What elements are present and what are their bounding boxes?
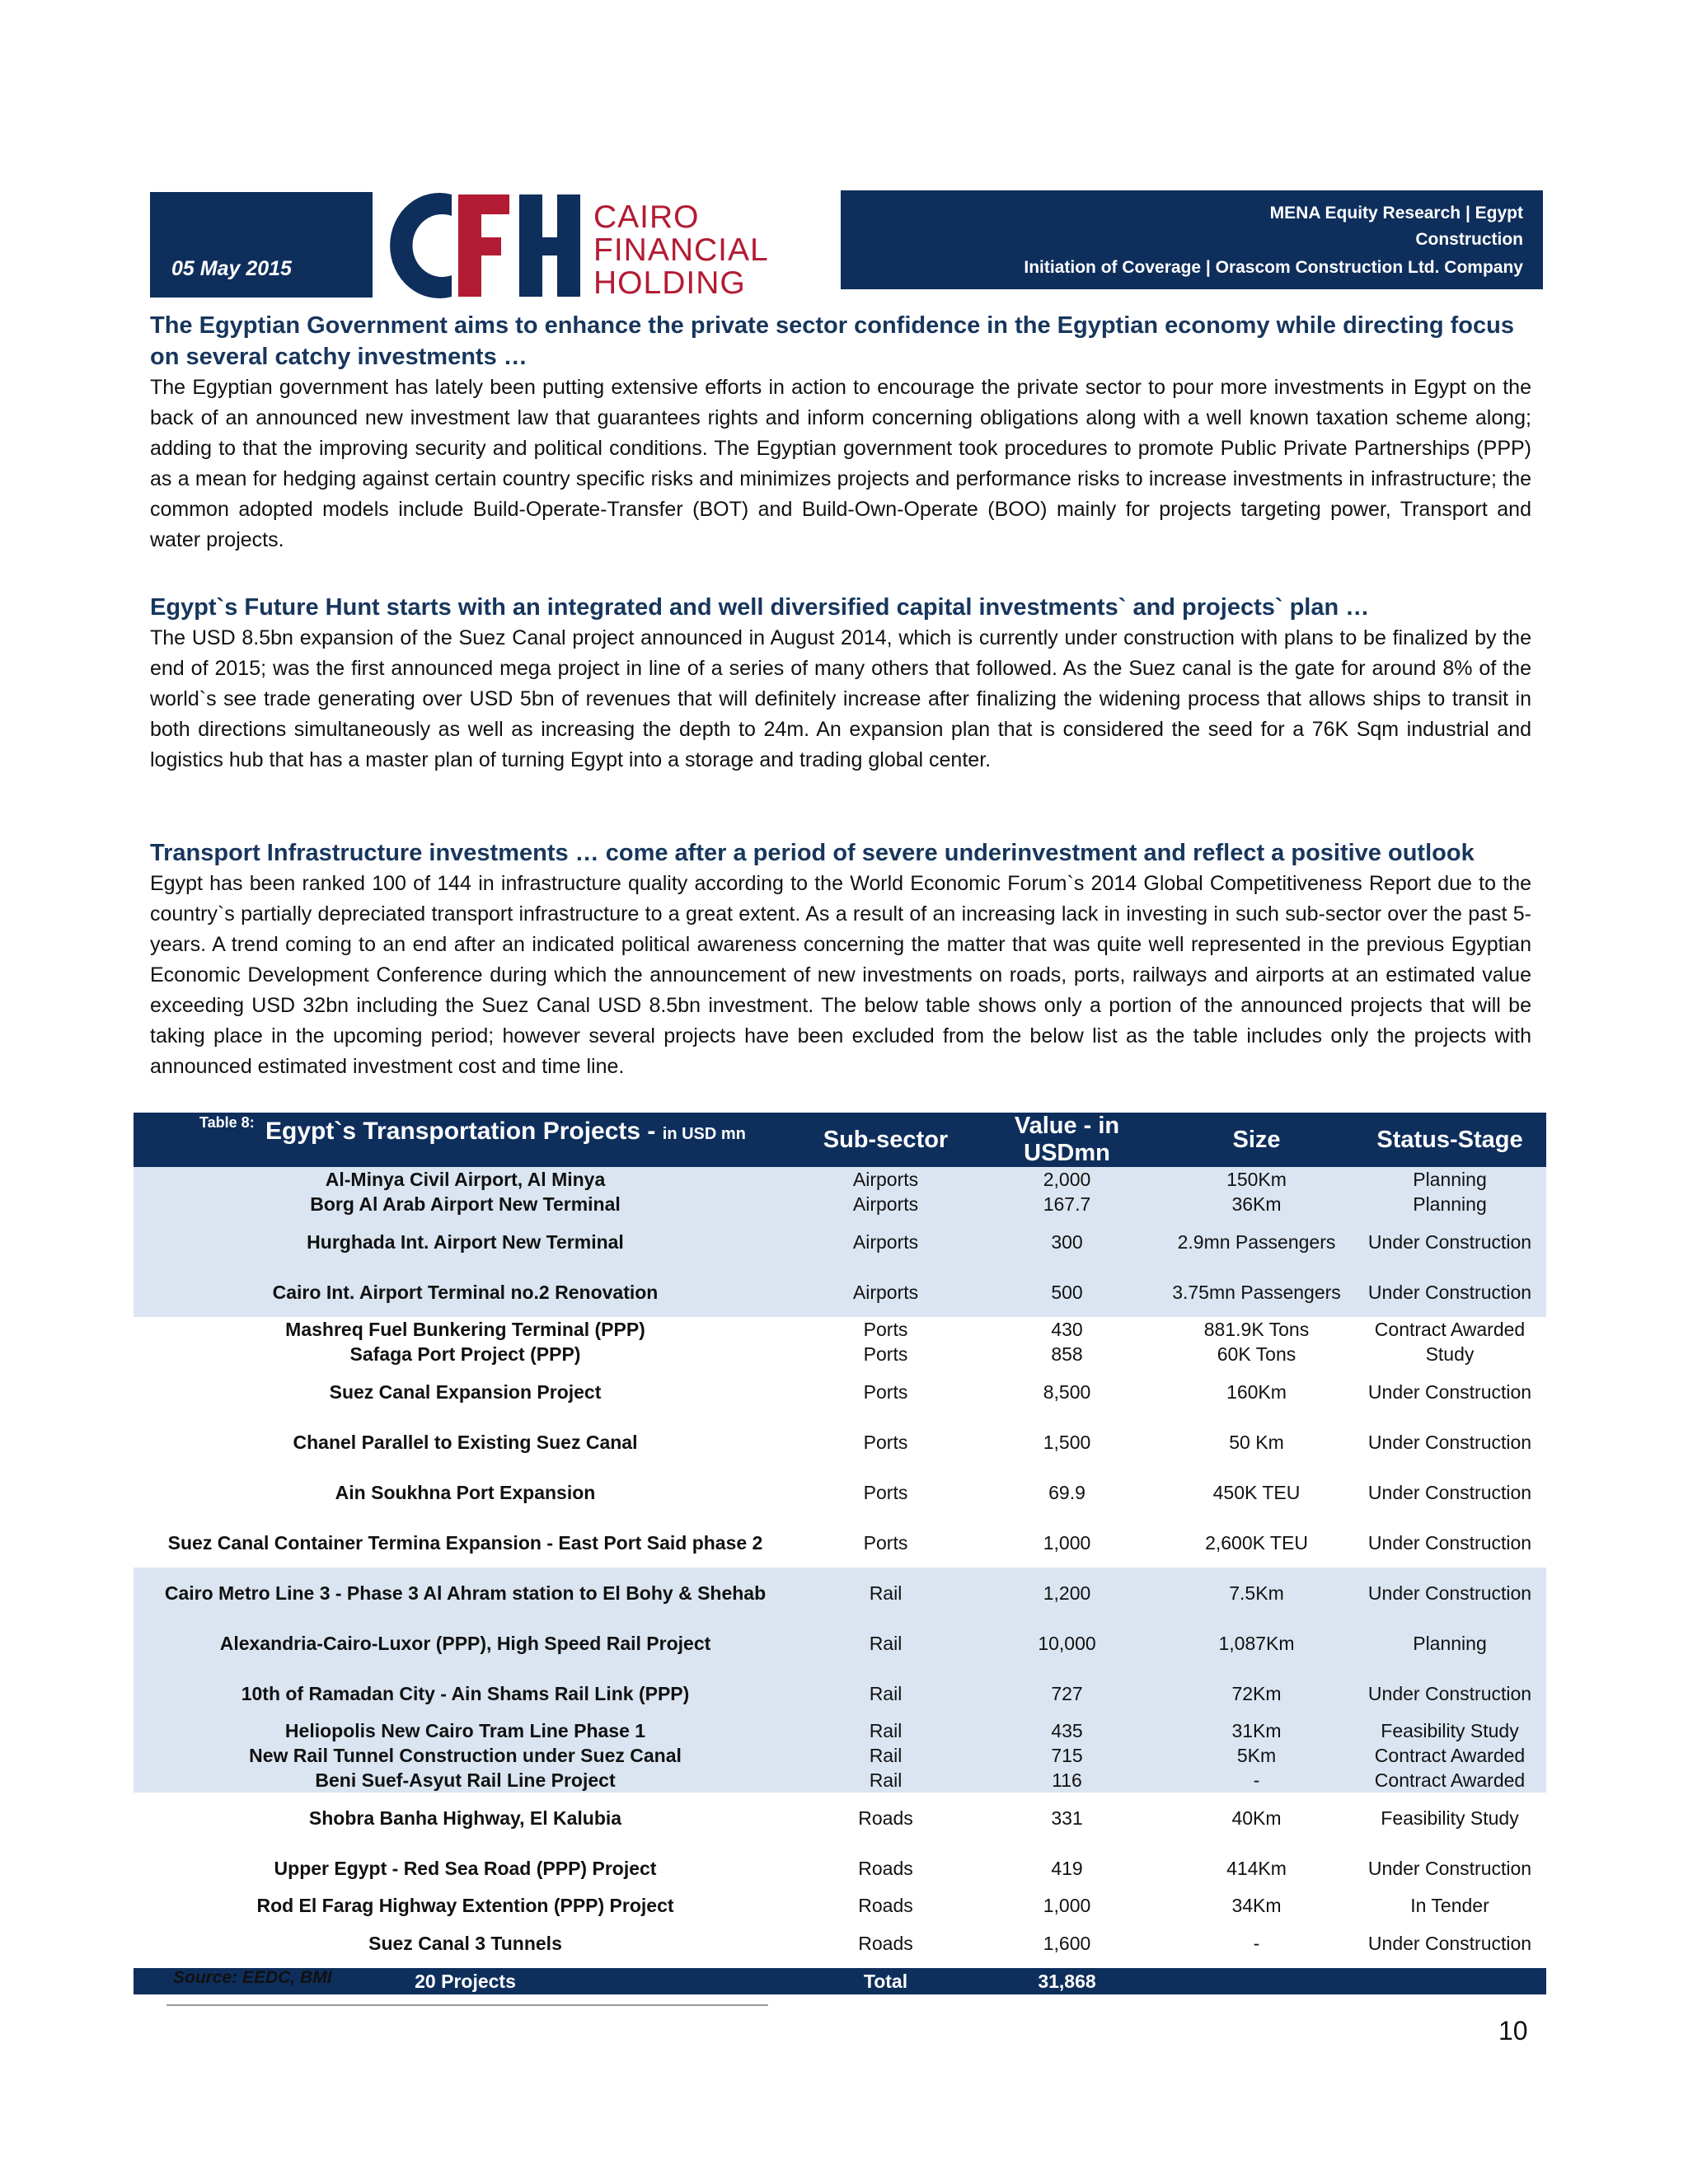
- cell-status: Planning: [1353, 1192, 1546, 1216]
- cell-sector: Roads: [797, 1793, 974, 1843]
- cell-status: In Tender: [1353, 1893, 1546, 1918]
- cell-status: Under Construction: [1353, 1918, 1546, 1968]
- cell-status: Contract Awarded: [1353, 1768, 1546, 1793]
- cell-status: Planning: [1353, 1167, 1546, 1192]
- cell-name: 10th of Ramadan City - Ain Shams Rail Link (PPP): [134, 1668, 797, 1718]
- cell-size: 5Km: [1160, 1743, 1353, 1768]
- cell-sector: Rail: [797, 1718, 974, 1743]
- cell-name: Mashreq Fuel Bunkering Terminal (PPP): [134, 1317, 797, 1342]
- cell-name: Beni Suef-Asyut Rail Line Project: [134, 1768, 797, 1793]
- cell-size: 414Km: [1160, 1843, 1353, 1893]
- cell-value: 1,200: [974, 1568, 1160, 1618]
- header-line-2: Construction: [1415, 230, 1523, 249]
- cell-size: 60K Tons: [1160, 1342, 1353, 1366]
- cell-sector: Airports: [797, 1216, 974, 1267]
- cell-size: 1,087Km: [1160, 1618, 1353, 1668]
- cell-sector: Rail: [797, 1768, 974, 1793]
- source-divider: [166, 2004, 768, 2006]
- page-number: 10: [1498, 2016, 1528, 2046]
- cell-status: Under Construction: [1353, 1843, 1546, 1893]
- cell-sector: Roads: [797, 1843, 974, 1893]
- table-row: [134, 1668, 1546, 1718]
- table-row: [134, 1793, 1546, 1843]
- cell-value: 419: [974, 1843, 1160, 1893]
- report-header: [841, 190, 1543, 289]
- cell-sector: Rail: [797, 1743, 974, 1768]
- cell-name: Suez Canal Expansion Project: [134, 1366, 797, 1417]
- header-line-1: MENA Equity Research | Egypt: [1269, 204, 1523, 223]
- cell-size: 2,600K TEU: [1160, 1517, 1353, 1568]
- cell-name: Al-Minya Civil Airport, Al Minya: [134, 1167, 797, 1192]
- cell-sector: Rail: [797, 1618, 974, 1668]
- section-body: The USD 8.5bn expansion of the Suez Canal project announced in August 2014, which is currently under construction with plans to be finalized by the end of 2015; was the first announced mega project in line of a series of many others that followed. As the Suez canal is the gate for around 8% of the world`s see trade generating over USD 5bn of revenues that will definitely increase after finalizing the widening process that allows ships to transit in both directions simultaneously as well as increasing the depth to 24m. An expansion plan that is considered the seed for a 76K Sqm industrial and logistics hub that has a master plan of turning Egypt into a storage and trading global center.: [150, 626, 1531, 771]
- cfh-logo-mark: [387, 190, 585, 301]
- cell-size: 150Km: [1160, 1167, 1353, 1192]
- cell-value: 8,500: [974, 1366, 1160, 1417]
- header-line-3: Initiation of Coverage | Orascom Construction Ltd. Company: [1024, 258, 1523, 277]
- total-projects: 20 Projects: [134, 1968, 797, 1994]
- cell-value: 167.7: [974, 1192, 1160, 1216]
- section-heading: Egypt`s Future Hunt starts with an integrated and well diversified capital investments` and projects` plan …: [150, 594, 1370, 621]
- cell-name: Safaga Port Project (PPP): [134, 1342, 797, 1366]
- source-note: Source: EEDC, BMI: [173, 1968, 332, 1987]
- cell-size: 3.75mn Passengers: [1160, 1267, 1353, 1317]
- cell-name: Chanel Parallel to Existing Suez Canal: [134, 1417, 797, 1467]
- cell-status: Under Construction: [1353, 1417, 1546, 1467]
- cell-value: 435: [974, 1718, 1160, 1743]
- cell-value: 2,000: [974, 1167, 1160, 1192]
- cell-name: Borg Al Arab Airport New Terminal: [134, 1192, 797, 1216]
- cell-status: Under Construction: [1353, 1668, 1546, 1718]
- cell-name: Alexandria-Cairo-Luxor (PPP), High Speed Rail Project: [134, 1618, 797, 1668]
- table-row: [134, 1342, 1546, 1366]
- cell-value: 715: [974, 1743, 1160, 1768]
- cell-size: 36Km: [1160, 1192, 1353, 1216]
- table-row: [134, 1517, 1546, 1568]
- transport-projects-table: [134, 1113, 1546, 1994]
- cell-sector: Rail: [797, 1668, 974, 1718]
- cell-name: Rod El Farag Highway Extention (PPP) Project: [134, 1893, 797, 1918]
- cell-value: 727: [974, 1668, 1160, 1718]
- table-unit: in USD mn: [662, 1125, 746, 1143]
- cell-size: 2.9mn Passengers: [1160, 1216, 1353, 1267]
- cell-sector: Roads: [797, 1918, 974, 1968]
- cell-sector: Airports: [797, 1167, 974, 1192]
- cell-sector: Ports: [797, 1366, 974, 1417]
- cell-value: 116: [974, 1768, 1160, 1793]
- table-row: [134, 1417, 1546, 1467]
- report-date: 05 May 2015: [171, 257, 292, 280]
- table-title-cell: [134, 1113, 797, 1167]
- cell-name: Cairo Int. Airport Terminal no.2 Renovation: [134, 1267, 797, 1317]
- cell-name: Ain Soukhna Port Expansion: [134, 1467, 797, 1517]
- cell-value: 430: [974, 1317, 1160, 1342]
- section-heading: Transport Infrastructure investments … come after a period of severe underinvestment and reflect a positive outlook: [150, 840, 1475, 866]
- column-header: Value - in USDmn: [974, 1113, 1160, 1167]
- cell-value: 500: [974, 1267, 1160, 1317]
- cell-size: 7.5Km: [1160, 1568, 1353, 1618]
- column-header: Sub-sector: [797, 1113, 974, 1167]
- cell-value: 300: [974, 1216, 1160, 1267]
- cell-name: New Rail Tunnel Construction under Suez Canal: [134, 1743, 797, 1768]
- cell-value: 331: [974, 1793, 1160, 1843]
- cell-size: 160Km: [1160, 1366, 1353, 1417]
- cell-size: 72Km: [1160, 1668, 1353, 1718]
- table-row: [134, 1568, 1546, 1618]
- section-1: [150, 310, 1531, 555]
- cell-status: Contract Awarded: [1353, 1317, 1546, 1342]
- column-header: Status-Stage: [1353, 1113, 1546, 1167]
- table-row: [134, 1618, 1546, 1668]
- table-row: [134, 1893, 1546, 1918]
- cell-sector: Airports: [797, 1267, 974, 1317]
- cell-sector: Rail: [797, 1568, 974, 1618]
- cell-status: Feasibility Study: [1353, 1793, 1546, 1843]
- total-value: 31,868: [974, 1968, 1160, 1994]
- cell-status: Under Construction: [1353, 1216, 1546, 1267]
- cell-value: 1,000: [974, 1893, 1160, 1918]
- table-row: [134, 1317, 1546, 1342]
- cell-size: 31Km: [1160, 1718, 1353, 1743]
- table-row: [134, 1843, 1546, 1893]
- table-row: [134, 1267, 1546, 1317]
- cell-status: Under Construction: [1353, 1467, 1546, 1517]
- cell-status: Under Construction: [1353, 1568, 1546, 1618]
- table-row: [134, 1768, 1546, 1793]
- cell-status: Under Construction: [1353, 1366, 1546, 1417]
- table-total-row: [134, 1968, 1546, 1994]
- cell-value: 1,500: [974, 1417, 1160, 1467]
- table-row: [134, 1216, 1546, 1267]
- cell-value: 1,600: [974, 1918, 1160, 1968]
- cell-sector: Ports: [797, 1517, 974, 1568]
- table-row: [134, 1167, 1546, 1192]
- table-label: Table 8:: [199, 1114, 255, 1131]
- section-2: [150, 592, 1531, 776]
- cell-size: -: [1160, 1918, 1353, 1968]
- total-label: Total: [797, 1968, 974, 1994]
- table-row: [134, 1918, 1546, 1968]
- cell-status: Under Construction: [1353, 1267, 1546, 1317]
- section-heading: The Egyptian Government aims to enhance the private sector confidence in the Egyptian economy while directing focus on several catchy investments …: [150, 312, 1514, 370]
- cell-name: Upper Egypt - Red Sea Road (PPP) Project: [134, 1843, 797, 1893]
- cell-sector: Ports: [797, 1342, 974, 1366]
- cell-name: Hurghada Int. Airport New Terminal: [134, 1216, 797, 1267]
- cell-status: Contract Awarded: [1353, 1743, 1546, 1768]
- cell-name: Cairo Metro Line 3 - Phase 3 Al Ahram station to El Bohy & Shehab: [134, 1568, 797, 1618]
- logo-wordmark: CAIRO FINANCIAL HOLDING: [593, 199, 769, 301]
- table-body: [134, 1167, 1546, 1968]
- table-row: [134, 1743, 1546, 1768]
- cell-value: 1,000: [974, 1517, 1160, 1568]
- cell-status: Feasibility Study: [1353, 1718, 1546, 1743]
- cell-status: Study: [1353, 1342, 1546, 1366]
- cell-sector: Roads: [797, 1893, 974, 1918]
- cell-value: 10,000: [974, 1618, 1160, 1668]
- cell-name: Suez Canal Container Termina Expansion - East Port Said phase 2: [134, 1517, 797, 1568]
- section-body: Egypt has been ranked 100 of 144 in infrastructure quality according to the World Economic Forum`s 2014 Global Competitiveness Report due to the country`s partially depreciated transport infrastructure to a great extent. As a result of an increasing lack in investing in such sub-sector over the past 5-years. A trend coming to an end after an indicated political awareness concerning the matter that was quite well represented in the previous Egyptian Economic Development Conference during which the announcement of new investments on roads, ports, railways and airports at an estimated value exceeding USD 32bn including the Suez Canal USD 8.5bn investment. The below table shows only a portion of the announced projects that will be taking place in the upcoming period; however several projects have been excluded from the below list as the table includes only the projects with announced estimated investment cost and time line.: [150, 872, 1531, 1078]
- cell-size: 450K TEU: [1160, 1467, 1353, 1517]
- table-row: [134, 1467, 1546, 1517]
- date-box: [150, 192, 373, 298]
- section-3: [150, 837, 1531, 1082]
- cell-size: 881.9K Tons: [1160, 1317, 1353, 1342]
- cell-value: 69.9: [974, 1467, 1160, 1517]
- cell-name: Suez Canal 3 Tunnels: [134, 1918, 797, 1968]
- cell-sector: Ports: [797, 1417, 974, 1467]
- cell-status: Under Construction: [1353, 1517, 1546, 1568]
- column-header: Size: [1160, 1113, 1353, 1167]
- cell-size: 50 Km: [1160, 1417, 1353, 1467]
- cell-size: 40Km: [1160, 1793, 1353, 1843]
- cfh-logo: [387, 190, 775, 301]
- cell-status: Planning: [1353, 1618, 1546, 1668]
- cell-value: 858: [974, 1342, 1160, 1366]
- table-row: [134, 1718, 1546, 1743]
- table-title: Egypt`s Transportation Projects - in USD mn: [265, 1118, 746, 1145]
- cell-size: -: [1160, 1768, 1353, 1793]
- cell-name: Shobra Banha Highway, El Kalubia: [134, 1793, 797, 1843]
- cell-sector: Ports: [797, 1467, 974, 1517]
- cell-size: 34Km: [1160, 1893, 1353, 1918]
- cell-name: Heliopolis New Cairo Tram Line Phase 1: [134, 1718, 797, 1743]
- table-row: [134, 1366, 1546, 1417]
- cell-sector: Ports: [797, 1317, 974, 1342]
- table-header-row: [134, 1113, 1546, 1167]
- cell-sector: Airports: [797, 1192, 974, 1216]
- section-body: The Egyptian government has lately been putting extensive efforts in action to encourage the private sector to pour more investments in Egypt on the back of an announced new investment law that guarantees rights and inform concerning obligations along with a well known taxation scheme along; adding to that the improving security and political conditions. The Egyptian government took procedures to promote Public Private Partnerships (PPP) as a mean for hedging against certain country specific risks and minimizes projects and performance risks to increase investments in infrastructure; the common adopted models include Build-Operate-Transfer (BOT) and Build-Own-Operate (BOO) mainly for projects targeting power, Transport and water projects.: [150, 376, 1531, 551]
- table-row: [134, 1192, 1546, 1216]
